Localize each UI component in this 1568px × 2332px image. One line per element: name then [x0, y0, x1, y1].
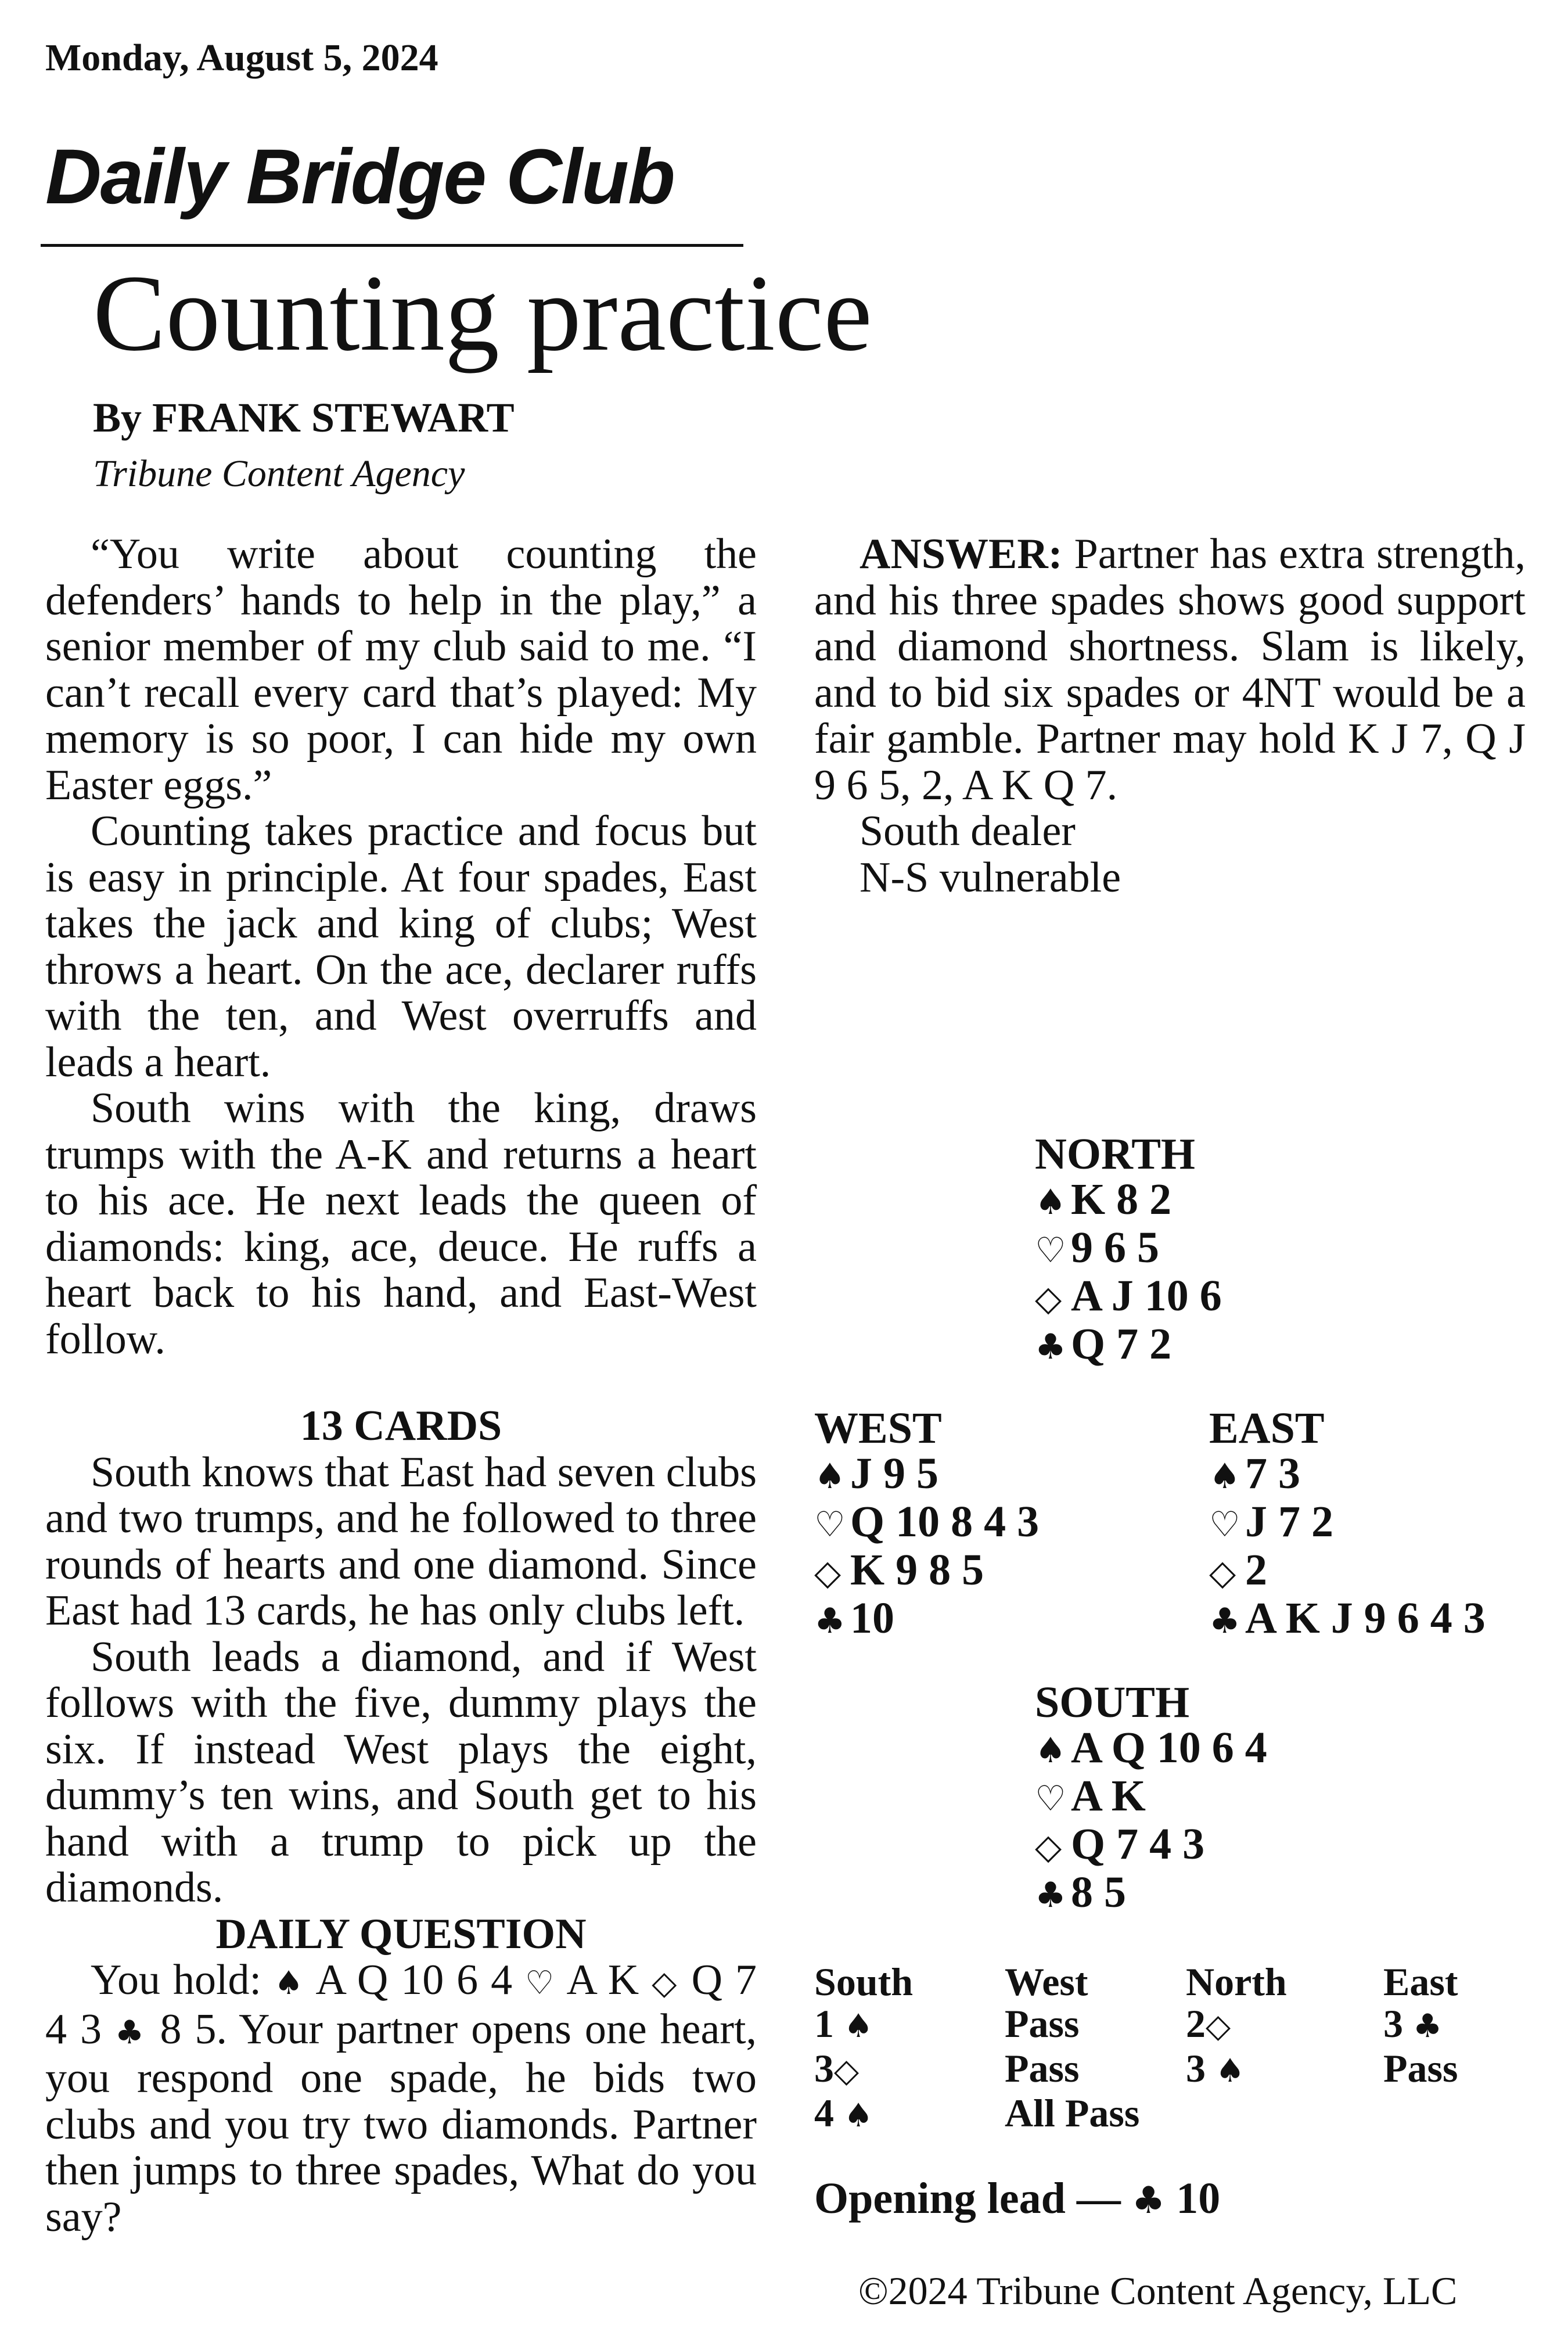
north-spades: K 8 2 [1071, 1175, 1172, 1224]
bid-south-2 [814, 2047, 1005, 2092]
club-icon: ♣ [1035, 1875, 1066, 1916]
paragraph-1: “You write about counting the defenders’ hands to help in the play,” a senior member of my club said to me. “I can’t recall every card that’s played: My memory is so poor, I can hide my own Easter eggs.” [45, 530, 757, 809]
hand-west [814, 1406, 1039, 1644]
bidding-header-west: West [1005, 1960, 1088, 2004]
south-spades-row [1035, 1725, 1267, 1773]
diamond-icon: ◇ [814, 1553, 841, 1593]
subhead-13-cards: 13 CARDS [300, 1402, 502, 1450]
south-hearts-row [1035, 1773, 1267, 1821]
diamond-icon: ◇ [1035, 1278, 1062, 1319]
opening-lead-label: Opening lead — [814, 2174, 1121, 2223]
spade-icon: ♠ [844, 2007, 873, 2045]
dealer-line: South dealer [859, 807, 1076, 855]
west-hearts-row [814, 1499, 1039, 1547]
hand-west-label: WEST [814, 1404, 942, 1453]
diamond-icon: ◇ [1209, 1553, 1236, 1593]
south-clubs-row [1035, 1870, 1267, 1918]
west-diamonds-row [814, 1547, 1039, 1596]
diamond-icon: ◇ [1035, 1827, 1062, 1867]
dateline: Monday, August 5, 2024 [45, 37, 438, 79]
opening-lead-card: 10 [1176, 2174, 1221, 2223]
question-hearts: A K [566, 1956, 639, 2004]
question-spades: A Q 10 6 4 [315, 1956, 513, 2004]
headline: Counting practice [93, 252, 872, 373]
club-icon: ♣ [1413, 2007, 1443, 2045]
bid-east-2: Pass [1383, 2046, 1458, 2090]
question-diamonds: Q 7 4 3 [45, 1956, 757, 2053]
bid-level: 1 [814, 2002, 834, 2046]
north-diamonds: A J 10 6 [1071, 1271, 1222, 1320]
paragraph-3: South wins with the king, draws trumps with the A-K and returns a heart to his ace. He next leads the queen of diamonds: king, ace, deuce. He ruffs a heart back to his hand, and East-West follow. [45, 1084, 757, 1363]
east-spades-row [1209, 1451, 1486, 1499]
bidding-table [814, 1961, 1534, 2137]
subhead-daily-question: DAILY QUESTION [215, 1910, 587, 1958]
bidding-header-north: North [1186, 1960, 1287, 2004]
east-clubs: A K J 9 6 4 3 [1245, 1594, 1486, 1643]
south-clubs: 8 5 [1071, 1868, 1126, 1917]
north-spades-row [1035, 1177, 1222, 1225]
spade-icon: ♠ [844, 2097, 873, 2135]
bidding-header-row [814, 1961, 1534, 2003]
bidding-header-east: East [1383, 1960, 1458, 2004]
east-clubs-row [1209, 1596, 1486, 1644]
opening-lead [814, 2173, 1220, 2224]
club-icon: ♣ [114, 2013, 147, 2051]
question-text: Your partner opens one heart, you respond one spade, he bids two clubs and you try two diamonds. Partner then jumps to three spades, What do you say? [45, 2005, 757, 2241]
bid-level: 3 [1383, 2002, 1403, 2046]
north-hearts-row [1035, 1225, 1222, 1273]
article-column-right [814, 531, 1526, 901]
hand-east-label: EAST [1209, 1404, 1325, 1453]
heart-icon: ♡ [1209, 1504, 1240, 1545]
bidding-row [814, 2003, 1534, 2047]
diamond-icon: ◇ [1206, 2007, 1231, 2045]
bid-south-1 [814, 2003, 1005, 2047]
bidding-row [814, 2092, 1534, 2137]
east-spades: 7 3 [1245, 1449, 1300, 1498]
club-icon: ♣ [1035, 1327, 1066, 1367]
bid-level: 3 [814, 2046, 834, 2090]
bid-west-3: All Pass [1005, 2091, 1140, 2135]
west-clubs-row [814, 1596, 1039, 1644]
bidding-header-south: South [814, 1960, 914, 2004]
paragraph-2: Counting takes practice and focus but is easy in principle. At four spades, East takes the jack and king of clubs; West throws a heart. On the ace, declarer ruffs with the ten, and West overruffs and leads a heart. [45, 807, 757, 1086]
vulnerability-line: N-S vulnerable [859, 853, 1121, 901]
heart-icon: ♡ [1035, 1230, 1066, 1271]
east-hearts: J 7 2 [1245, 1497, 1333, 1546]
spade-icon: ♠ [274, 1964, 305, 2002]
bid-level: 3 [1186, 2046, 1206, 2090]
east-diamonds: 2 [1245, 1546, 1267, 1594]
bid-east-1 [1383, 2003, 1534, 2047]
north-hearts: 9 6 5 [1071, 1223, 1159, 1272]
south-hearts: A K [1071, 1772, 1146, 1820]
spade-icon: ♠ [814, 1456, 846, 1497]
spade-icon: ♠ [1209, 1456, 1240, 1497]
spade-icon: ♠ [1035, 1182, 1066, 1223]
south-spades: A Q 10 6 4 [1071, 1723, 1267, 1772]
bid-north-2 [1186, 2047, 1383, 2092]
byline: By FRANK STEWART [93, 394, 515, 441]
bid-west-1: Pass [1005, 2002, 1080, 2046]
bid-north-1 [1186, 2003, 1383, 2047]
article-column-left [45, 531, 757, 2240]
copyright-notice: ©2024 Tribune Content Agency, LLC [858, 2269, 1458, 2313]
masthead-rule [41, 244, 743, 247]
club-icon: ♣ [1209, 1601, 1240, 1641]
west-spades-row [814, 1451, 1039, 1499]
west-clubs: 10 [850, 1594, 894, 1643]
diamond-icon: ◇ [834, 2052, 859, 2090]
answer-paragraph [814, 531, 1526, 809]
heart-icon: ♡ [814, 1504, 846, 1545]
north-clubs: Q 7 2 [1071, 1320, 1172, 1368]
diamond-icon: ◇ [652, 1964, 679, 2002]
south-diamonds: Q 7 4 3 [1071, 1820, 1205, 1869]
bid-west-2: Pass [1005, 2046, 1080, 2090]
heart-icon: ♡ [1035, 1778, 1066, 1819]
north-clubs-row [1035, 1321, 1222, 1370]
bid-level: 4 [814, 2091, 834, 2135]
hand-north-label: NORTH [1035, 1130, 1196, 1178]
hand-east [1209, 1406, 1486, 1644]
north-diamonds-row [1035, 1273, 1222, 1321]
east-hearts-row [1209, 1499, 1486, 1547]
south-diamonds-row [1035, 1821, 1267, 1870]
agency-credit: Tribune Content Agency [93, 452, 465, 495]
east-diamonds-row [1209, 1547, 1486, 1596]
spade-icon: ♠ [1035, 1730, 1066, 1771]
west-spades: J 9 5 [850, 1449, 938, 1498]
bid-level: 2 [1186, 2002, 1206, 2046]
paragraph-5: South leads a diamond, and if West follows with the five, dummy plays the six. If instead West plays the eight, dummy’s ten wins, and South get to his hand with a trump to pick up the diamonds. [45, 1633, 757, 1911]
answer-text: Partner has extra strength, and his three spades shows good support and diamond shortness. Slam is likely, and to bid six spades or 4NT would be a fair gamble. Partner may hold K J 7, Q J 9 6 5, 2, A K Q 7. [814, 530, 1526, 809]
west-hearts: Q 10 8 4 3 [850, 1497, 1040, 1546]
heart-icon: ♡ [525, 1964, 556, 2002]
club-icon: ♣ [814, 1601, 846, 1641]
daily-question [45, 1957, 757, 2240]
hand-south [1035, 1680, 1267, 1918]
bid-south-3 [814, 2092, 1005, 2137]
hand-north [1035, 1131, 1222, 1370]
spade-icon: ♠ [1215, 2052, 1245, 2090]
question-clubs: 8 5. [160, 2005, 227, 2053]
club-icon: ♣ [1131, 2179, 1166, 2222]
question-lead: You hold: [91, 1956, 262, 2004]
west-diamonds: K 9 8 5 [850, 1546, 984, 1594]
bidding-row [814, 2047, 1534, 2092]
column-masthead: Daily Bridge Club [45, 134, 674, 220]
answer-label: ANSWER: [859, 530, 1063, 578]
hand-south-label: SOUTH [1035, 1678, 1190, 1727]
paragraph-4: South knows that East had seven clubs and two trumps, and he followed to three rounds of hearts and one diamond. Since East had 13 cards, he has only clubs left. [45, 1448, 757, 1634]
